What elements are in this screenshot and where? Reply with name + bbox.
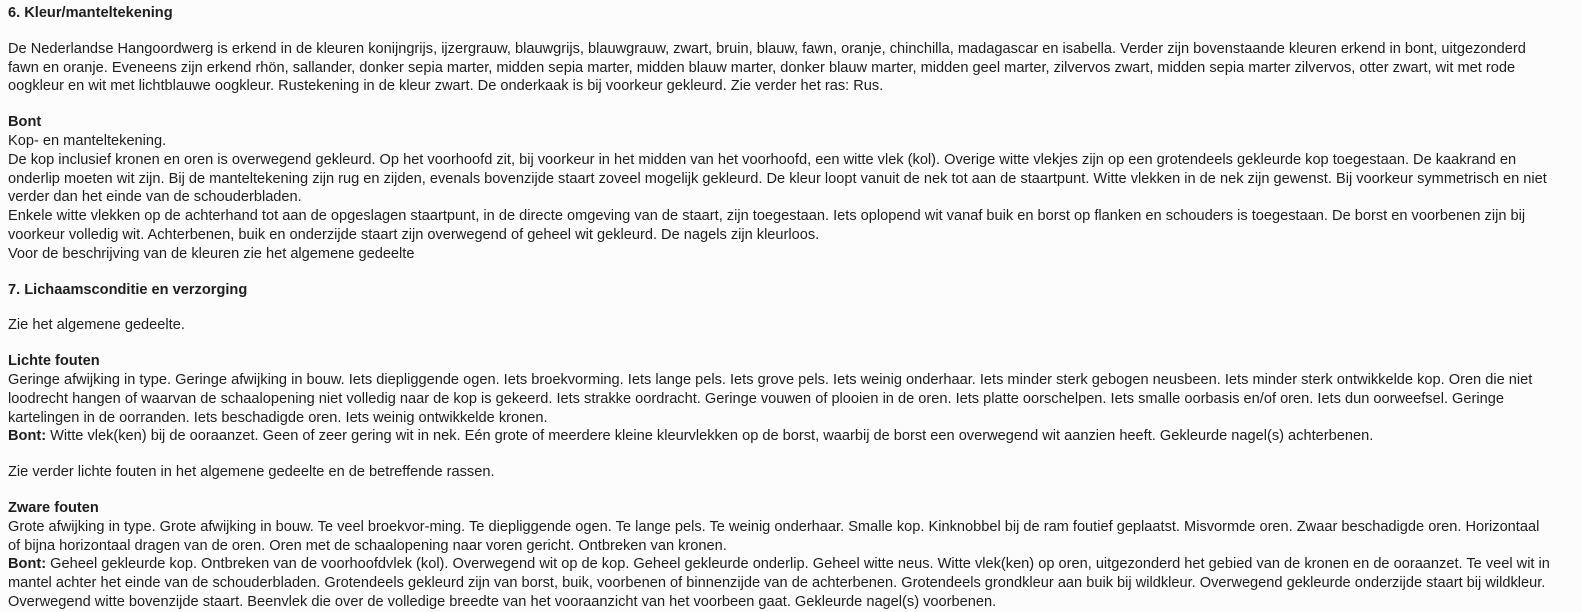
section-7-heading: 7. Lichaamsconditie en verzorging bbox=[8, 281, 248, 298]
lichte-fouten-bont bbox=[8, 427, 1552, 446]
section-7-paragraph: Zie het algemene gedeelte. bbox=[8, 317, 185, 334]
bont-heading: Bont bbox=[8, 114, 42, 131]
zware-bont-label: Bont: bbox=[8, 556, 47, 573]
lichte-fouten-heading: Lichte fouten bbox=[8, 353, 100, 370]
zware-fouten-bont bbox=[8, 555, 1552, 611]
zware-fouten-heading: Zware fouten bbox=[8, 499, 99, 516]
zware-fouten-paragraph: Grote afwijking in type. Grote afwijking in bouw. Te veel broekvor-ming. Te diepliggende ogen. Te lange pels. Te weinig onderhaar. Smalle kop. Kinknobbel bij de ram foutief geplaatst. Misvormde oren. Zwaar beschadigde oren. Horizontaal of bijna horizontaal dragen van de oren. Oren met de schaalopening naar voren gericht. Ontbreken van kronen. bbox=[8, 518, 1540, 554]
bont-line-1: Kop- en manteltekening. bbox=[8, 132, 167, 149]
bont-section bbox=[8, 113, 1552, 263]
lichte-bont-text: Witte vlek(ken) bij de ooraanzet. Geen of zeer gering wit in nek. Eén grote of meerdere kleine kleurvlekken op de borst, waarbij de borst een overwegend wit aanzien heeft. Gekleurde nagel(s) achterbenen. bbox=[46, 428, 1374, 445]
lichte-bont-label: Bont: bbox=[8, 428, 47, 445]
section-6-colors-paragraph: De Nederlandse Hangoordwerg is erkend in de kleuren konijngrijs, ijzergrauw, blauwgrijs, blauwgrauw, zwart, bruin, blauw, fawn, oranje, chinchilla, madagascar en isabella. Verder zijn bovenstaande kleuren erkend in bont, uitgezonderd fawn en oranje. Eveneens zijn erkend rhön, sallander, donker sepia marter, midden sepia marter, midden blauw marter, donker blauw marter, midden geel marter, zilvervos zwart, midden sepia marter zilvervos, otter zwart, wit met rode oogkleur en wit met lichtblauwe oogkleur. Rustekening in de kleur zwart. De onderkaak is bij voorkeur gekleurd. Zie verder het ras: Rus. bbox=[8, 40, 1526, 95]
bont-line-4: Voor de beschrijving van de kleuren zie het algemene gedeelte bbox=[8, 245, 415, 262]
zware-bont-text: Geheel gekleurde kop. Ontbreken van de voorhoofdvlek (kol). Overwegend wit op de kop. Geheel gekleurde onderlip. Geheel witte neus. Witte vlek(ken) op oren, uitgezonderd het gebied van de kronen en de ooraanzet. Te veel wit in mantel achter het einde van de schouderbladen. Grotendeels gekleurd zijn van borst, buik, voorbenen of binnenzijde van de achterbenen. Grotendeels grondkleur aan buik bij wildkleur. Overwegend gekleurde onderzijde staart bij wildkleur. Overwegend witte bovenzijde staart. Beenvlek die over de volledige breedte van het vooraanzicht van het voorbeen gaat. Gekleurde nagel(s) voorbenen. bbox=[8, 556, 1550, 610]
lichte-fouten-see-also: Zie verder lichte fouten in het algemene gedeelte en de betreffende rassen. bbox=[8, 464, 495, 481]
zware-fouten-section bbox=[8, 499, 1552, 612]
lichte-fouten-paragraph: Geringe afwijking in type. Geringe afwijking in bouw. Iets diepliggende ogen. Iets broekvorming. Iets lange pels. Iets grove pels. Iets weinig onderhaar. Iets minder sterk gebogen neusbeen. Iets minder sterk ontwikkelde kop. Oren die niet loodrecht hangen of waarvan de schaalopening niet volledig naar de kop is gekeerd. Iets strakke oordracht. Geringe vouwen of plooien in de oren. Iets platte oorschelpen. Iets smalle oorbasis en/of oren. Iets dun oorweefsel. Geringe kartelingen in de oorranden. Iets beschadigde oren. Iets weinig ontwikkelde kronen. bbox=[8, 371, 1533, 426]
section-6-heading: 6. Kleur/manteltekening bbox=[8, 5, 173, 21]
lichte-fouten-section bbox=[8, 352, 1552, 446]
bont-line-2: De kop inclusief kronen en oren is overwegend gekleurd. Op het voorhoofd zit, bij voorkeur in het midden van het voorhoofd, een witte vlek (kol). Overige witte vlekjes zijn op een grotendeels gekleurde kop toegestaan. De kaakrand en onderlip moeten wit zijn. Bij de manteltekening zijn rug en zijden, evenals bovenzijde staart zoveel mogelijk gekleurd. De kleur loopt vanuit de nek tot aan de staartpunt. Witte vlekken in de nek zijn gewenst. Bij voorkeur symmetrisch en niet verder dan het einde van de schouderbladen. bbox=[8, 151, 1547, 206]
bont-line-3: Enkele witte vlekken op de achterhand tot aan de opgeslagen staartpunt, in de directe omgeving van de staart, zijn toegestaan. Iets oplopend wit vanaf buik en borst op flanken en schouders is toegestaan. De borst en voorbenen zijn bij voorkeur volledig wit. Achterbenen, buik en onderzijde staart zijn overwegend of geheel wit gekleurd. De nagels zijn kleurloos. bbox=[8, 208, 1526, 243]
